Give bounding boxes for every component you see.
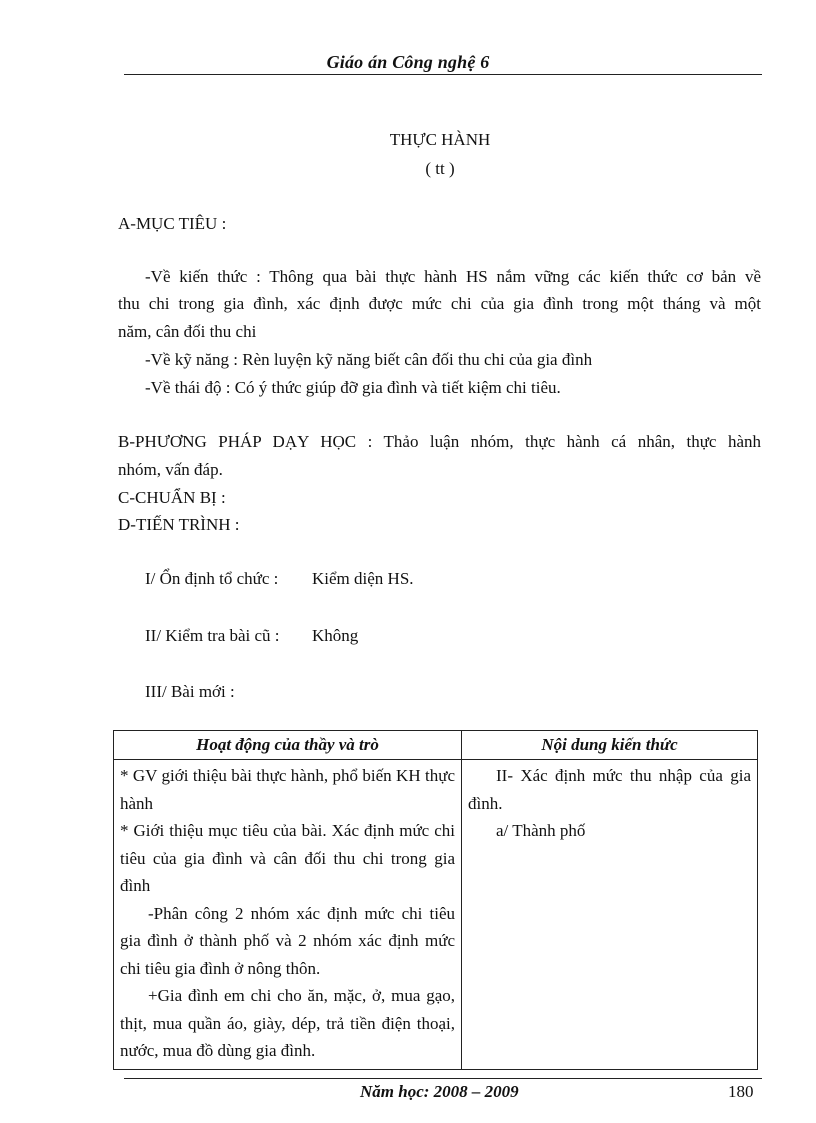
step-2-label: II/ Kiểm tra bài cũ : xyxy=(145,626,280,645)
preparation-heading: C-CHUẨN BỊ : xyxy=(118,488,226,507)
process-heading: D-TIẾN TRÌNH : xyxy=(118,515,240,534)
table-row xyxy=(114,760,758,1070)
methods-line-1: B-PHƯƠNG PHÁP DẠY HỌC : Thảo luận nhóm, thực hành cá nhân, thực hành xyxy=(118,432,761,451)
skills-line: -Về kỹ năng : Rèn luyện kỹ năng biết cân đối thu chi của gia đình xyxy=(145,350,593,369)
knowledge-line-1: -Về kiến thức : Thông qua bài thực hành HS nắm vững các kiến thức cơ bản về xyxy=(145,267,761,286)
knowledge-line-2: thu chi trong gia đình, xác định được mức chi của gia đình trong một tháng và một xyxy=(118,294,761,313)
content-cell xyxy=(462,760,758,1070)
footer-divider xyxy=(124,1078,762,1079)
table-header-row xyxy=(114,731,758,760)
lesson-table xyxy=(113,730,758,1070)
footer-school-year: Năm học: 2008 – 2009 xyxy=(360,1082,519,1101)
knowledge-content-header: Nội dung kiến thức xyxy=(462,731,758,760)
activity-paragraph: * Giới thiệu mục tiêu của bài. Xác định mức chi tiêu của gia đình và cân đối thu chi trong gia đình xyxy=(120,821,455,895)
attitude-line: -Về thái độ : Có ý thức giúp đỡ gia đình và tiết kiệm chi tiêu. xyxy=(145,378,561,397)
activity-paragraph: * GV giới thiệu bài thực hành, phổ biến KH thực hành xyxy=(120,766,455,813)
activities-cell xyxy=(114,760,462,1070)
step-1-label: I/ Ổn định tổ chức : xyxy=(145,569,279,588)
step-2-value: Không xyxy=(312,626,359,645)
teacher-student-activities-header: Hoạt động của thầy và trò xyxy=(114,731,462,760)
activity-paragraph: -Phân công 2 nhóm xác định mức chi tiêu gia đình ở thành phố và 2 nhóm xác định mức chi tiêu gia đình ở nông thôn. xyxy=(120,903,455,978)
lesson-title: THỰC HÀNH xyxy=(389,130,491,149)
step-1-value: Kiểm diện HS. xyxy=(312,569,414,588)
knowledge-line-3: năm, cân đối thu chi xyxy=(118,322,257,341)
page-number: 180 xyxy=(728,1082,754,1101)
header-title: Giáo án Công nghệ 6 xyxy=(326,52,490,72)
methods-line-2: nhóm, vấn đáp. xyxy=(118,460,223,479)
activity-paragraph: +Gia đình em chi cho ăn, mặc, ở, mua gạo, thịt, mua quần áo, giày, dép, trả tiền điện thoại, nước, mua đồ dùng gia đình. xyxy=(120,986,455,1060)
content-paragraph: II- Xác định mức thu nhập của gia đình. xyxy=(468,766,751,813)
content-paragraph: a/ Thành phố xyxy=(496,821,586,840)
objectives-heading: A-MỤC TIÊU : xyxy=(118,214,227,233)
step-3-label: III/ Bài mới : xyxy=(145,682,235,701)
lesson-subtitle: ( tt ) xyxy=(425,159,455,178)
header-divider xyxy=(124,74,762,75)
